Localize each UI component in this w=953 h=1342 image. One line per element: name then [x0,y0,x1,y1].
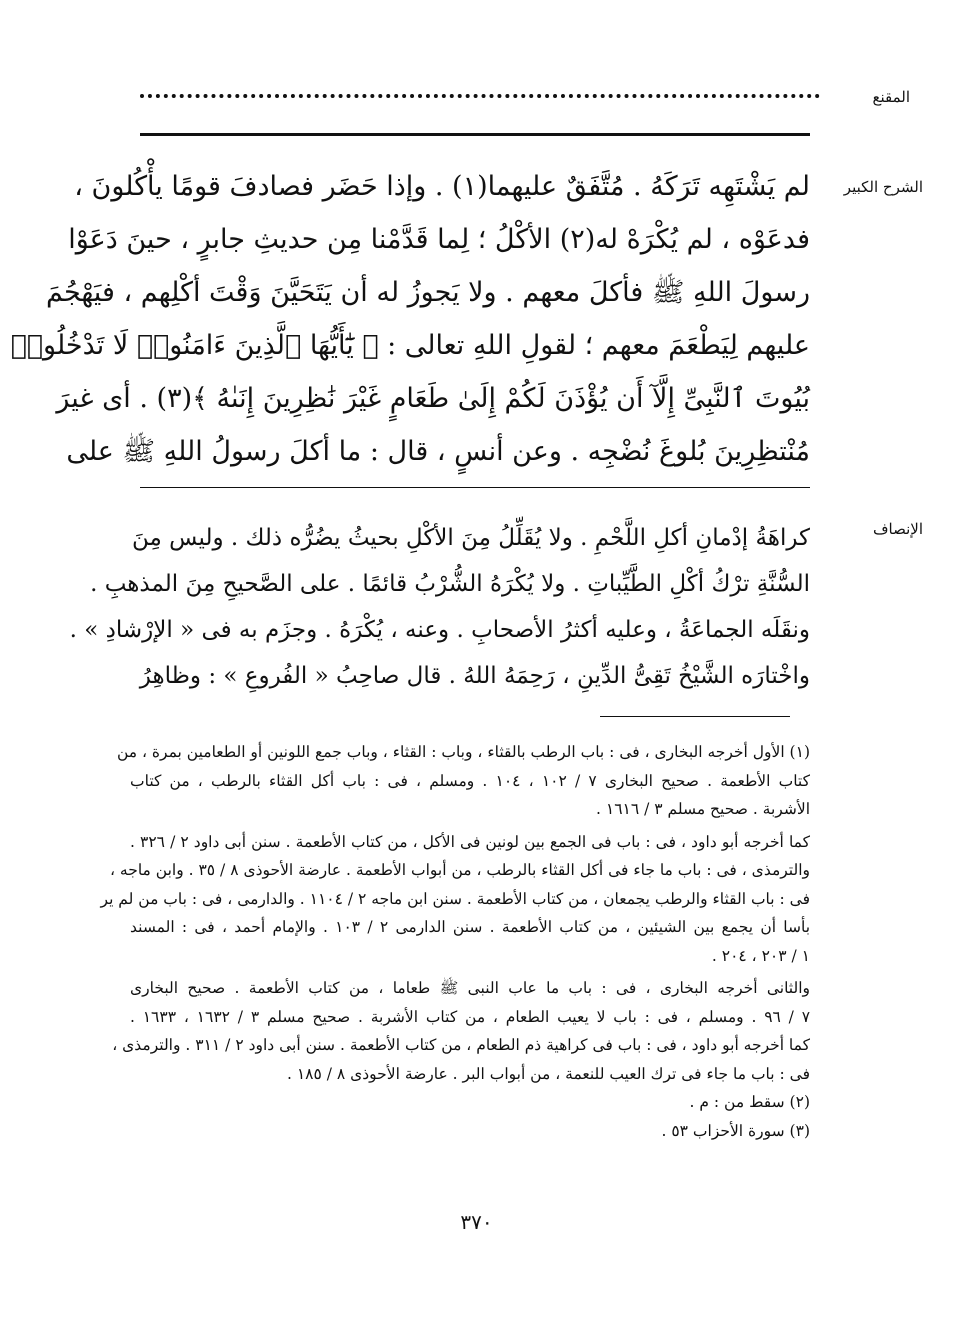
footnote-line: بأسا أن يجمع بين الشيئين ، من كتاب الأطعمة . سنن الدارمى ٢ / ١٠٣ . والإمام أحمد ، فى : المسند [130,918,811,936]
text-line: بُيُوتَ ٱلنَّبِىِّ إِلَّآ أَن يُؤْذَنَ لَكُمْ إِلَىٰ طَعَامٍ غَيْرَ نَٰظِرِينَ إِنَىٰهُ ﴾(٣) . أى غيرَ [56,383,810,414]
running-head [140,88,910,118]
footnote [116,738,810,824]
footnote-line: الأشربة . صحيح مسلم ٣ / ١٦١٦ . [596,800,810,818]
text-line: فدعَوْه ، لم يُكْرَهْ له(٢) الأكْلُ ؛ لِما قَدَّمْنا مِن حديثِ جابرٍ ، حينَ دَعَوْا [68,224,810,255]
footnote-line: والثانى أخرجه البخارى ، فى : باب ما عاب النبى ﷺ طعاما ، من كتاب الأطعمة . صحيح البخارى [130,979,810,997]
footnote-line: (٣) سورة الأحزاب ٥٣ . [661,1121,810,1140]
footnote-rule [600,716,790,717]
footnote [112,1031,810,1088]
footnote [100,828,811,971]
footnote-line: فى : باب ما جاء فى ترك العيب للنعمة ، من أبواب البر . عارضة الأحوذى ٨ / ١٨٥ . [286,1064,810,1083]
footnote-line: ١ / ٢٠٣ ، ٢٠٤ . [711,946,810,965]
text-line: عليهم لِيَطْعَمَ معهم ؛ لقولِ اللهِ تعالى : ﴿ يَٰٓأَيُّهَا ٱلَّذِينَ ءَامَنُوا۟ لَا تَدْخُلُوا۟ [10,330,810,361]
footnote-line: كما أخرجه أبو داود ، فى : باب فى كراهية ذم الطعام ، من كتاب الأطعمة . سنن أبى داود ٢ / ٣١١ . والترمذى ، [112,1036,810,1054]
footnotes [100,738,811,1145]
footnote-line: والترمذى ، فى : باب ما جاء فى أكل القثاء بالرطب ، من أبواب الأطعمة . عارضة الأحوذى ٨ / ٣٥ . وابن ماجه ، [110,861,810,879]
top-rule [140,133,810,136]
insaf-section-label: الإنصاف [872,520,923,538]
footnote [130,1088,810,1117]
text-line: لم يَشْتَهِه تَرَكَهُ . مُتَّفَقٌ عليهما(١) . وإذا حَضَر فصادفَ قومًا يأْكُلونَ ، [74,171,810,202]
page-number: ٣٧٠ [460,1210,493,1234]
text-line: واخْتارَه الشَّيْخُ تَقِىُّ الدِّينِ ، رَحِمَهُ اللهُ . قال صاحِبُ « الفُروعِ » : وظاهِرُ [139,663,810,689]
footnote-line: كما أخرجه أبو داود ، فى : باب فى الجمع بين لونين فى الأكل ، من كتاب الأطعمة . سنن أبى داود ٢ / ٣٢٦ . [130,832,811,851]
insaf-text-block [69,515,810,699]
text-line: رسولَ اللهِ ﷺ فأكلَ معهم . ولا يَجوزُ له أن يَتَحَيَّنَ وَقْتَ أكْلِهم ، فيَهْجُمَ [45,277,810,308]
section-divider [140,487,810,488]
sharh-section-label: الشرح الكبير [843,178,923,196]
footnote [130,974,810,1031]
dotted-leader [140,94,820,98]
text-line: ونقَلَه الجماعَةُ ، وعليه أكثرُ الأصحابِ . وعنه ، يُكْرَهُ . وجزَم به فى « الإرْشادِ » . [69,617,810,643]
text-line: السُّنَّةِ ترْكُ أكْلِ الطَّيِّباتِ . ولا يُكْرَهُ الشُّرْبُ قائمًا . على الصَّحيحِ مِنَ المذهبِ . [90,571,810,597]
footnote-line: (١) الأول أخرجه البخارى ، فى : باب الرطب بالقثاء ، وباب : القثاء ، وباب جمع اللونين أو الطعامين بمرة ، من [116,743,810,761]
text-line: مُنْتظِرِينَ بُلوغَ نُضْجِه . وعن أنسٍ ، قال : ما أكلَ رسولُ اللهِ ﷺ على [66,436,810,467]
footnote-line: (٢) سقط من : م . [689,1093,810,1111]
footnote-line: ٧ / ٩٦ . ومسلم ، فى : باب لا يعيب الطعام ، من كتاب الأشربة . صحيح مسلم ٣ / ١٦٣٢ ، ١٦٣٣ . [130,1007,811,1026]
footnote-line: فى : باب القثاء والرطب يجمعان ، من كتاب الأطعمة . سنن ابن ماجه ٢ / ١١٠٤ . والدارمى ، فى : باب من لم ير [100,889,810,908]
footnote [130,1117,810,1146]
running-head-title: المقنع [872,88,910,106]
sharh-text-block [10,160,810,478]
text-line: كراهَةُ إدْمانِ أكلِ اللَّحْمِ . ولا يُقَلِّلُ مِنَ الأكْلِ بحيثُ يضُرُّه ذلك . وليس مِنَ [132,525,810,551]
footnote-line: كتاب الأطعمة . صحيح البخارى ٧ / ١٠٢ ، ١٠٤ . ومسلم ، فى : باب أكل القثاء بالرطب ، من كتاب [130,771,810,790]
